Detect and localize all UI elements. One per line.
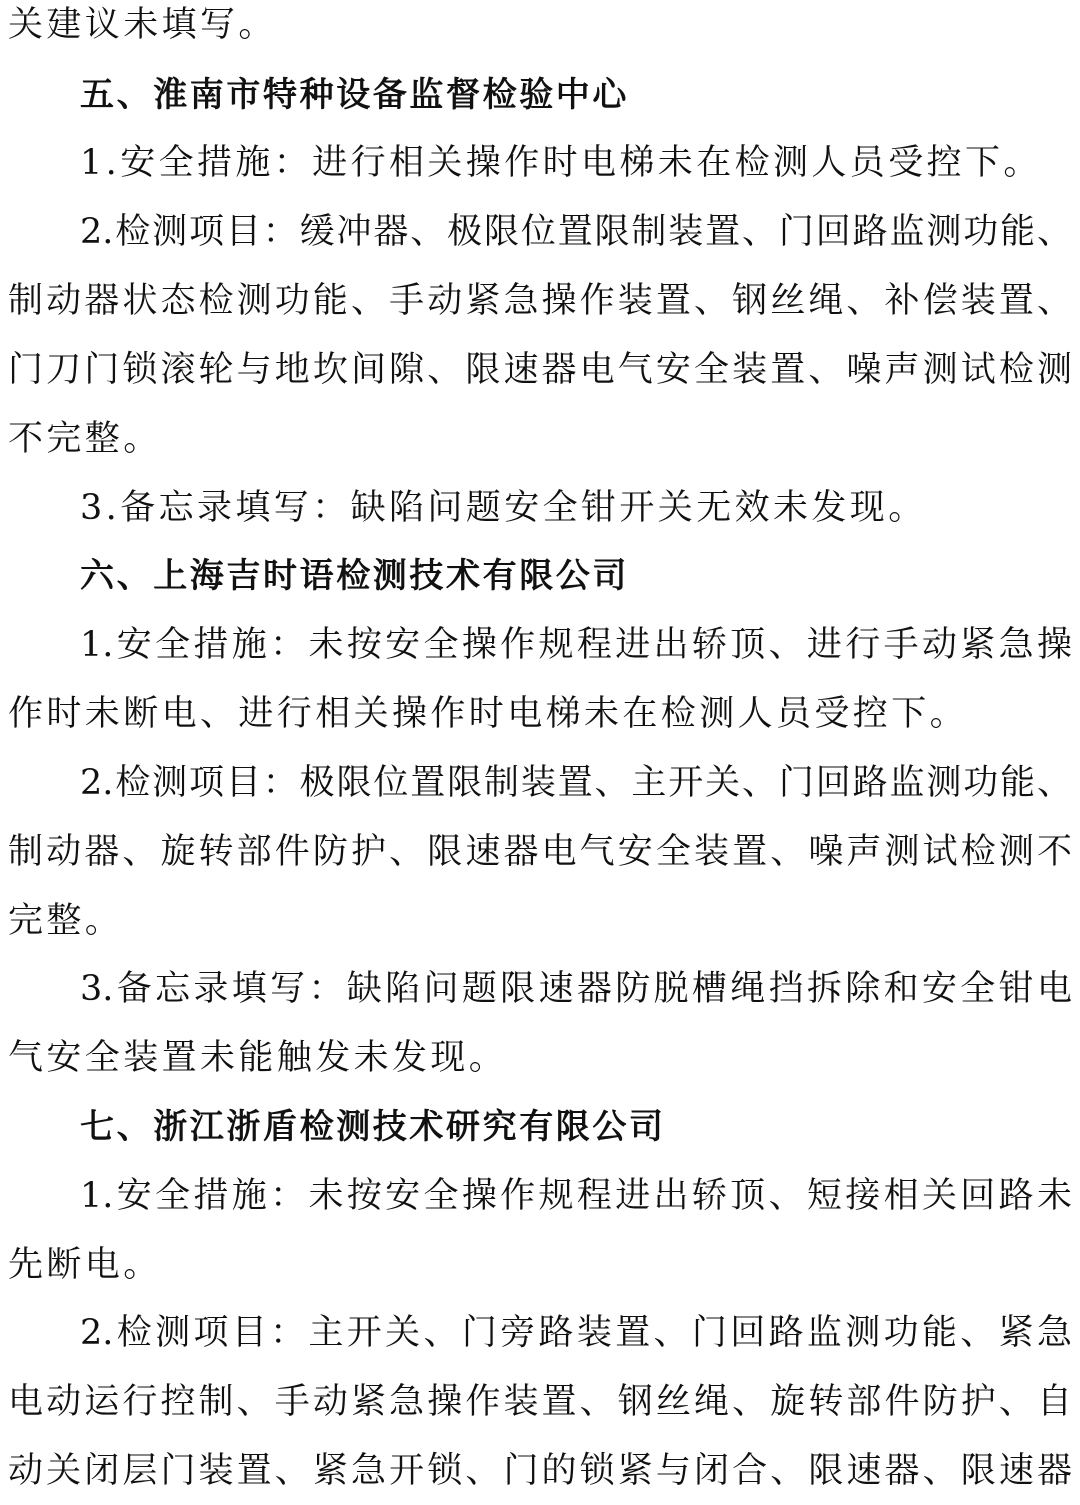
body-text-line: 不完整。 — [8, 419, 162, 459]
body-text-line: 制动器、旋转部件防护、限速器电气安全装置、噪声测试检测不 — [8, 832, 1072, 872]
body-text-line: 动关闭层门装置、紧急开锁、门的锁紧与闭合、限速器、限速器 — [8, 1451, 1072, 1491]
body-text-line: 2.检测项目：极限位置限制装置、主开关、门回路监测功能、 — [80, 763, 1072, 803]
body-text-line: 制动器状态检测功能、手动紧急操作装置、钢丝绳、补偿装置、 — [8, 281, 1072, 321]
body-text-line: 3.备忘录填写：缺陷问题限速器防脱槽绳挡拆除和安全钳电 — [80, 969, 1072, 1009]
section-heading: 六、上海吉时语检测技术有限公司 — [80, 556, 629, 596]
body-text-line: 1.安全措施：未按安全操作规程进出轿顶、进行手动紧急操 — [80, 625, 1072, 665]
body-text-line: 2.检测项目：主开关、门旁路装置、门回路监测功能、紧急 — [80, 1313, 1072, 1353]
body-text-line: 1.安全措施：未按安全操作规程进出轿顶、短接相关回路未 — [80, 1176, 1072, 1216]
body-text-line: 作时未断电、进行相关操作时电梯未在检测人员受控下。 — [8, 694, 969, 734]
section-heading: 五、淮南市特种设备监督检验中心 — [80, 75, 629, 115]
body-text-line: 气安全装置未能触发未发现。 — [8, 1038, 508, 1078]
body-text-line: 2.检测项目：缓冲器、极限位置限制装置、门回路监测功能、 — [80, 212, 1072, 252]
body-text-line: 1.安全措施：进行相关操作时电梯未在检测人员受控下。 — [80, 143, 1042, 183]
section-heading: 七、浙江浙盾检测技术研究有限公司 — [80, 1107, 666, 1147]
body-text-line: 门刀门锁滚轮与地坎间隙、限速器电气安全装置、噪声测试检测 — [8, 350, 1072, 390]
body-text-line: 先断电。 — [8, 1245, 162, 1285]
body-text-line: 完整。 — [8, 901, 124, 941]
body-text-line: 关建议未填写。 — [8, 5, 277, 45]
body-text-line: 电动运行控制、手动紧急操作装置、钢丝绳、旋转部件防护、自 — [8, 1382, 1072, 1422]
body-text-line: 3.备忘录填写：缺陷问题安全钳开关无效未发现。 — [80, 488, 927, 528]
